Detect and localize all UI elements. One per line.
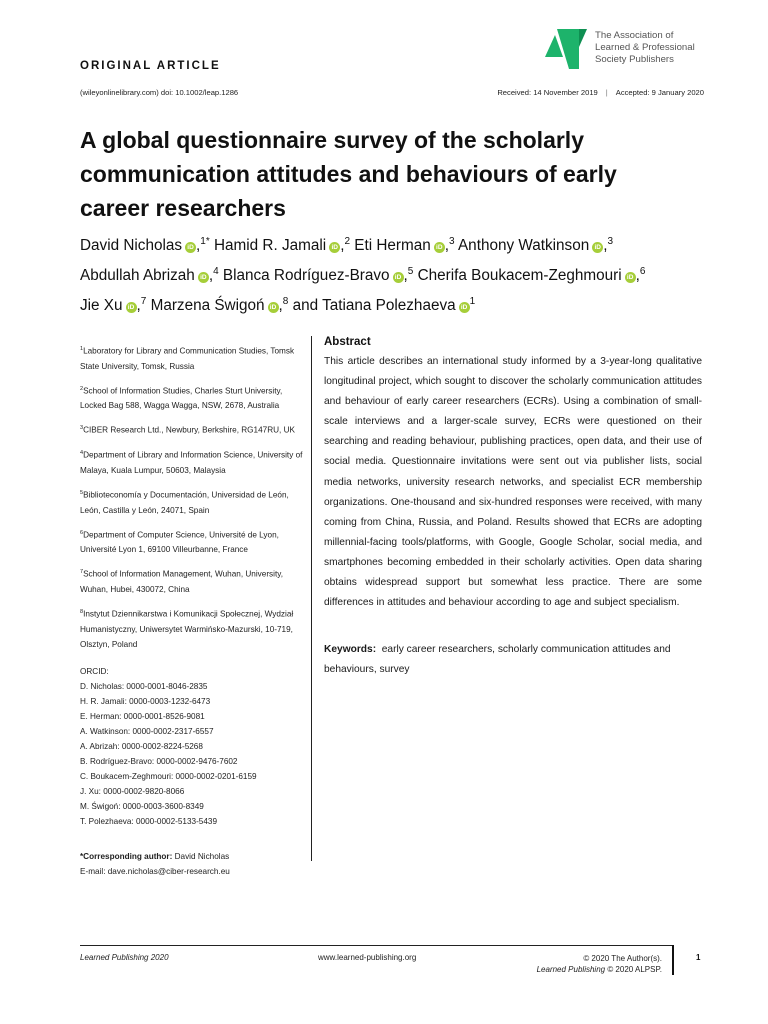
logo-line-2: Learned & Professional [595,42,695,53]
author-sup: 1 [469,296,476,307]
footer-website[interactable]: www.learned-publishing.org [318,953,417,962]
author-name: Blanca Rodríguez-Bravo [222,267,390,284]
affiliation [80,526,305,558]
author-sup: 6 [639,266,646,277]
author[interactable]: Jie Xu iD ,$^7$ [80,296,147,314]
date-separator: | [605,88,608,97]
orcid-heading: ORCID: [80,666,109,676]
orcid-icon[interactable]: iD [329,242,340,253]
corresponding-author [80,849,305,879]
affiliation [80,446,305,478]
author-name: Eti Herman [354,237,431,254]
author-sup: 3 [607,236,614,247]
affiliation-text: Biblioteconomía y Documentación, Universidad de León, León, Castilla y León, 24071, Spain [80,490,289,515]
affiliation-text: Department of Computer Science, Université de Lyon, Université Lyon 1, 69100 Villeurbanne, France [80,530,279,555]
authors-conjunction: and [292,297,319,314]
affiliation [80,421,305,438]
abstract-text: This article describes an international study informed by a 3-year-long qualitative longitudinal project, which sought to discover the scholarly communication attitudes and behaviour of early career researchers (ECRs). Using a combination of small-scale interviews and a larger-scale survey, ECRs were questioned on their searching and reading behaviour, publishing practices, open data, and their use of social media. Questionnaire invitations were sent out via publisher lists, social media networks, university research networks, and specialist ECR membership organizations. One-thousand and six-hundred responses were received, with many coming from China, Russia, and Poland. Results showed that ECRs are adopting millennial-facing tools/platforms, with Google, Google Scholar, social media, and smartphones becoming embedded in their scholarly activities. Open data sharing obtains widespread support but somewhat less practice. There are some differences in attitudes and behaviour according to age and subject specialism. [324,356,702,609]
orcid-icon[interactable]: iD [592,242,603,253]
column-divider [311,336,312,861]
orcid-icon[interactable]: iD [459,302,470,313]
orcid-entry[interactable]: D. Nicholas: 0000-0001-8046-2835 [80,681,208,691]
affiliation-number: 6 [80,529,84,536]
alpsp-logo[interactable] [543,27,703,71]
affiliation [80,605,305,652]
keywords [324,640,702,680]
author[interactable]: Hamid R. Jamali iD ,$^2$ [213,236,350,254]
author-name: Jie Xu [80,297,123,314]
corresponding-name: David Nicholas [174,851,230,861]
copyright-rest: © 2020 ALPSP. [605,965,662,974]
dates [497,88,704,97]
orcid-list [80,664,305,829]
author-sup: 3 [449,236,455,247]
affiliation-text: Department of Library and Information Science, University of Malaya, Kuala Lumpur, 50603, Malaysia [80,450,303,475]
affiliation [80,486,305,518]
author[interactable]: Anthony Watkinson iD ,$^3$ [457,236,614,254]
author[interactable]: Eti Herman iD ,$^3$ [354,236,455,254]
affiliation [80,382,305,414]
author[interactable] [322,297,475,314]
author-sup: 7 [140,296,147,307]
affiliations-column [80,342,305,879]
orcid-entry[interactable]: A. Abrizah: 0000-0002-8224-5268 [80,741,203,751]
affiliation-text: Instytut Dziennikarstwa i Komunikacji Społecznej, Wydział Humanistyczny, Uniwersytet Warmińsko-Mazurski, 10-719, Olsztyn, Poland [80,609,294,649]
orcid-icon[interactable]: iD [198,272,209,283]
copyright-line-2 [500,964,662,975]
author-list [80,229,700,319]
orcid-icon[interactable]: iD [434,242,445,253]
author-name: Abdullah Abrizah [80,267,195,284]
affiliation-number: 2 [80,385,84,392]
alpsp-logo-icon [543,27,589,71]
author[interactable]: David Nicholas iD ,$^{1*}$ [80,236,210,254]
author-name: Hamid R. Jamali [213,237,327,254]
affiliation-number: 8 [80,609,84,616]
affiliation-number: 3 [80,425,84,432]
author-name: Cherifa Boukacem-Zeghmouri [417,267,622,284]
affiliation-number: 4 [80,450,84,457]
author[interactable]: Abdullah Abrizah iD ,$^4$ [80,266,219,284]
affiliation-text: School of Information Management, Wuhan, University, Wuhan, Hubei, 430072, China [80,570,283,595]
author-name: David Nicholas [80,237,183,254]
author[interactable]: Cherifa Boukacem-Zeghmouri iD ,$^6$ [417,266,646,284]
orcid-entry[interactable]: E. Herman: 0000-0001-8526-9081 [80,711,205,721]
author[interactable]: Marzena Świgoń iD ,$^8$ [150,296,289,314]
author-name: Marzena Świgoń [150,297,265,314]
orcid-icon[interactable]: iD [126,302,137,313]
author-sup: 8 [282,296,289,307]
page-number: 1 [696,953,701,962]
logo-line-3: Society Publishers [595,54,674,65]
author-name: Tatiana Polezhaeva [322,297,456,314]
affiliation-text: Laboratory for Library and Communication Studies, Tomsk State University, Tomsk, Russia [80,346,295,371]
author[interactable]: Blanca Rodríguez-Bravo iD ,$^5$ [222,266,414,284]
corresponding-label: *Corresponding author: [80,851,173,861]
orcid-entry[interactable]: H. R. Jamali: 0000-0003-1232-6473 [80,696,211,706]
orcid-icon[interactable]: iD [625,272,636,283]
keywords-text: early career researchers, scholarly communication attitudes and behaviours, survey [324,644,671,676]
author-sup: 5 [407,266,414,277]
author-sup: 2 [344,236,350,247]
orcid-icon[interactable]: iD [185,242,196,253]
footer-journal: Learned Publishing 2020 [80,953,169,962]
affiliation-number: 5 [80,489,84,496]
article-title: A global questionnaire survey of the scholarly communication attitudes and behaviours of early career researchers [80,127,617,221]
footer-copyright [500,953,662,975]
keywords-label: Keywords: [324,644,377,656]
copyright-line-1: © 2020 The Author(s). [583,954,662,963]
footer-rule-vertical [672,945,674,975]
author-sup: 4 [213,266,219,277]
abstract-section [324,336,702,680]
corresponding-email[interactable]: E-mail: dave.nicholas@ciber-research.eu [80,866,230,876]
author-name: Anthony Watkinson [457,237,590,254]
orcid-entry[interactable]: B. Rodríguez-Bravo: 0000-0002-9476-7602 [80,756,238,766]
orcid-entry[interactable]: A. Watkinson: 0000-0002-2317-6557 [80,726,214,736]
received-date: Received: 14 November 2019 [497,88,598,97]
accepted-date: Accepted: 9 January 2020 [615,88,704,97]
copyright-journal: Learned Publishing [536,965,606,974]
logo-line-1: The Association of [595,30,674,41]
affiliation-number: 1 [80,346,84,352]
affiliation-number: 7 [80,569,84,576]
orcid-icon[interactable]: iD [268,302,279,313]
orcid-entry[interactable]: T. Polezhaeva: 0000-0002-5133-5439 [80,816,218,826]
article-type-label: ORIGINAL ARTICLE [80,60,221,72]
doi-text[interactable]: (wileyonlinelibrary.com) doi: 10.1002/leap.1286 [80,88,239,97]
abstract-heading: Abstract [324,336,371,348]
orcid-entry[interactable]: J. Xu: 0000-0002-9820-8066 [80,786,185,796]
footer-rule [80,945,672,946]
affiliation-text: CIBER Research Ltd., Newbury, Berkshire, RG147RU, UK [83,426,295,436]
logo-text [595,30,695,66]
affiliation [80,342,305,374]
author-sup: 1* [200,236,210,247]
orcid-icon[interactable]: iD [393,272,404,283]
orcid-entry[interactable]: M. Świgoń: 0000-0003-3600-8349 [80,801,204,811]
affiliation-text: School of Information Studies, Charles Sturt University, Locked Bag 588, Wagga Wagga, NSW, 2678, Australia [80,386,283,411]
affiliation [80,565,305,597]
orcid-entry[interactable]: C. Boukacem-Zeghmouri: 0000-0002-0201-6159 [80,771,257,781]
